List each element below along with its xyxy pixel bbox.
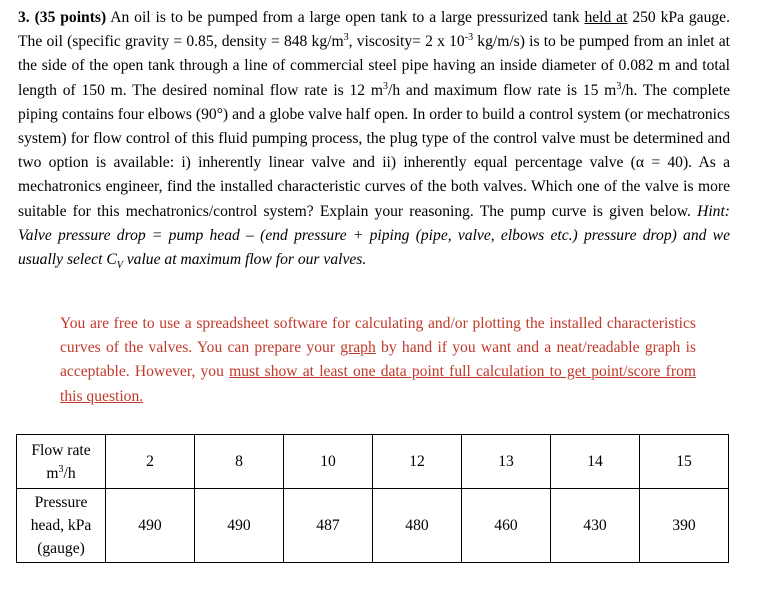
problem-text: , viscosity= 2 x 10 — [348, 33, 465, 51]
problem-text: 250 kPa gauge. The oil (specific gravity = 0.85, density = 848 kg/m — [18, 9, 731, 51]
flow-rate-unit: m — [46, 464, 59, 482]
superscript: 3 — [343, 32, 349, 44]
problem-underlined-text: held at — [584, 9, 628, 26]
pressure-value-cell: 430 — [551, 489, 640, 563]
flow-value-cell: 8 — [195, 435, 284, 489]
pump-curve-table — [16, 434, 729, 563]
problem-statement — [18, 6, 730, 272]
superscript: 3 — [616, 80, 622, 92]
flow-value-cell: 14 — [551, 435, 640, 489]
table-row-pressure-head — [17, 489, 729, 563]
pressure-value-cell: 390 — [640, 489, 729, 563]
pressure-value-cell: 490 — [106, 489, 195, 563]
note-underlined-graph: graph — [340, 339, 376, 357]
flow-value-cell: 12 — [373, 435, 462, 489]
pressure-head-header — [17, 489, 106, 563]
problem-text: /h. The complete piping contains four elbows (90°) and a globe valve half open. In order to build a control system (or mechatronics system) for flow control of this fluid pumping process, the plug type of the control valve must be determined and two option is available: i) inherently linear valve and ii) inherently equal percentage valve (α = 40). As a mechatronics engineer, find the installed characteristic curves of the both valves. Which one of the valve is more suitable for this mechatronics/control system? Explain your reasoning. The pump curve is given below. — [18, 81, 730, 220]
flow-value-cell: 15 — [640, 435, 729, 489]
flow-rate-label: Flow rate — [31, 441, 91, 459]
problem-text: kg/m/s) is to be pumped from an inlet at the side of the open tank through a line of commercial steel pipe having an inside diameter of 0.082 m and total length of 150 m. The desired nominal flow rate is 12 m — [18, 33, 730, 99]
pressure-value-cell: 487 — [284, 489, 373, 563]
problem-text: An oil is to be pumped from a large open tank to a large pressurized tank — [106, 9, 585, 26]
pressure-value-cell: 460 — [462, 489, 551, 563]
flow-rate-unit: /h — [63, 464, 76, 482]
pressure-value-cell: 480 — [373, 489, 462, 563]
note-underlined-requirement: must show at least one data point full calculation to get point/score from this question. — [60, 363, 696, 405]
instructions-note — [60, 312, 696, 409]
subscript: V — [116, 260, 123, 272]
problem-number: 3. (35 points) — [18, 9, 107, 26]
hint-text-part: Hint: Valve pressure drop = pump head – (end pressure + piping (pipe, valve, elbows etc.) pressure drop) and we usually select C — [18, 202, 730, 269]
hint-text-part: value at maximum flow for our valves. — [122, 251, 367, 269]
pressure-value-cell: 490 — [195, 489, 284, 563]
flow-value-cell: 2 — [106, 435, 195, 489]
superscript: -3 — [464, 32, 474, 44]
problem-paragraph — [18, 6, 730, 272]
superscript: 3 — [382, 80, 388, 92]
flow-value-cell: 13 — [462, 435, 551, 489]
pressure-label: (gauge) — [37, 540, 85, 557]
flow-value-cell: 10 — [284, 435, 373, 489]
note-paragraph — [60, 312, 696, 409]
note-text: by hand if you want and a neat/readable graph is acceptable. However, you — [60, 339, 696, 381]
pressure-label: Pressure — [34, 494, 88, 511]
note-text: You are free to use a spreadsheet software for calculating and/or plotting the installed characteristics curves of the valves. You can prepare your — [60, 315, 696, 357]
table-row-flow-rate — [17, 435, 729, 489]
problem-text: /h and maximum flow rate is 15 m — [387, 81, 617, 99]
flow-rate-header — [17, 435, 106, 489]
superscript: 3 — [58, 463, 64, 475]
pressure-label: head, kPa — [30, 517, 92, 534]
